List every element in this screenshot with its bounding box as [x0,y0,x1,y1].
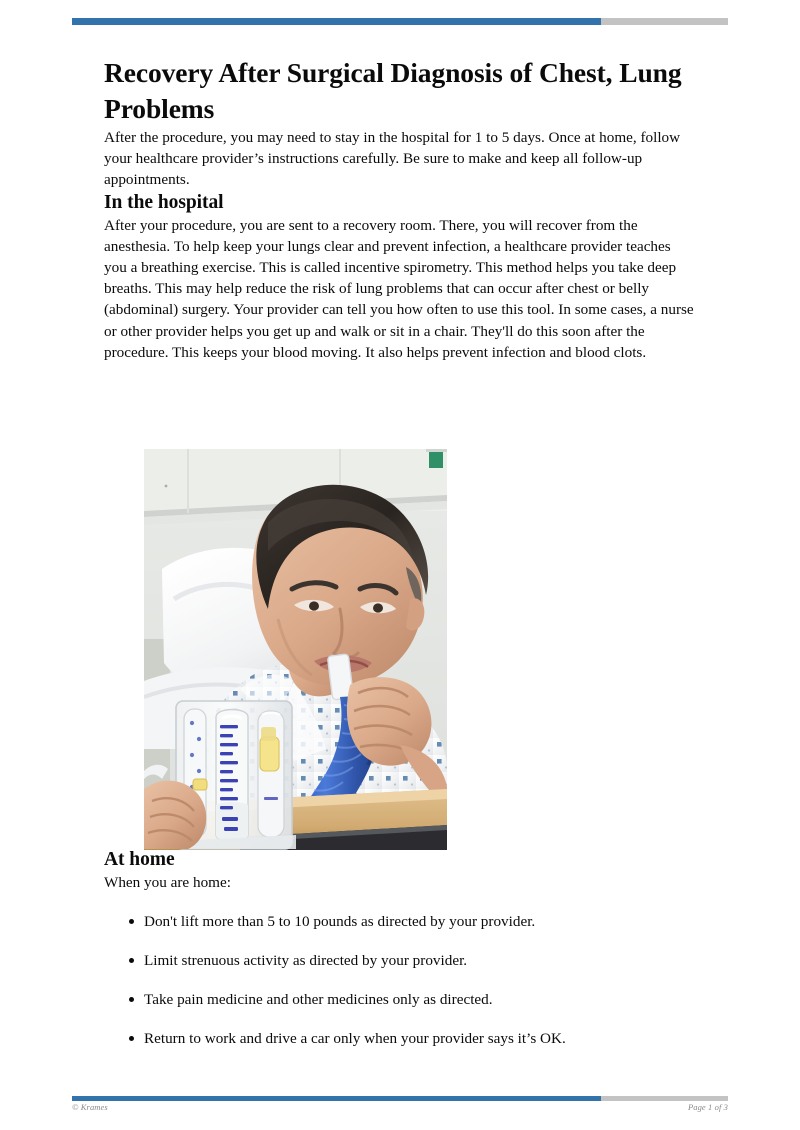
bullet-icon [129,958,134,963]
section-heading-in-the-hospital: In the hospital [104,191,224,213]
paragraph-when-you-are-home: When you are home: [104,874,231,891]
at-home-bullet-list [104,911,696,1049]
list-item [104,950,696,971]
footer-rule-blue-segment [72,1096,601,1101]
figure-incentive-spirometer-photo [144,449,447,850]
footer-page-number: Page 1 of 3 [687,1102,728,1112]
footer-rule [72,1096,728,1101]
footer-rule-gray-segment [601,1096,728,1101]
list-item [104,1028,696,1049]
bullet-icon [129,997,134,1002]
list-item [104,911,696,932]
list-item-text: Take pain medicine and other medicines only as directed. [144,991,493,1009]
at-home-section [104,848,696,1067]
list-item-text: Don't lift more than 5 to 10 pounds as directed by your provider. [144,913,536,931]
page-title: Recovery After Surgical Diagnosis of Chest, Lung Problems [104,57,682,124]
bullet-icon [129,1036,134,1041]
intro-paragraph: After the procedure, you may need to stay in the hospital for 1 to 5 days. Once at home, follow your healthcare provider’s instructions carefully. Be sure to make and keep all follow-up appointments. [104,129,681,189]
footer-copyright: © Krames [72,1102,108,1112]
list-item-text: Limit strenuous activity as directed by your provider. [144,952,468,970]
section-heading-at-home: At home [104,849,175,870]
bullet-icon [129,919,134,924]
paragraph-in-the-hospital: After your procedure, you are sent to a recovery room. There, you will recover from the anesthesia. To help keep your lungs clear and prevent infection, a healthcare provider teaches you a breathing exercise. This is called incentive spirometry. This method helps you take deep breaths. This may help reduce the risk of lung problems that can occur after chest or belly (abdominal) surgery. Your provider can tell you how often to use this tool. In some cases, a nurse or other provider helps you get up and walk or sit in a chair. They'll do this soon after the procedure. This keeps your blood moving. It also helps prevent infection and blood clots. [104,216,694,361]
page-footer [72,1102,728,1112]
list-item [104,989,696,1010]
list-item-text: Return to work and drive a car only when your provider says it’s OK. [144,1030,566,1048]
document-body [104,0,696,363]
